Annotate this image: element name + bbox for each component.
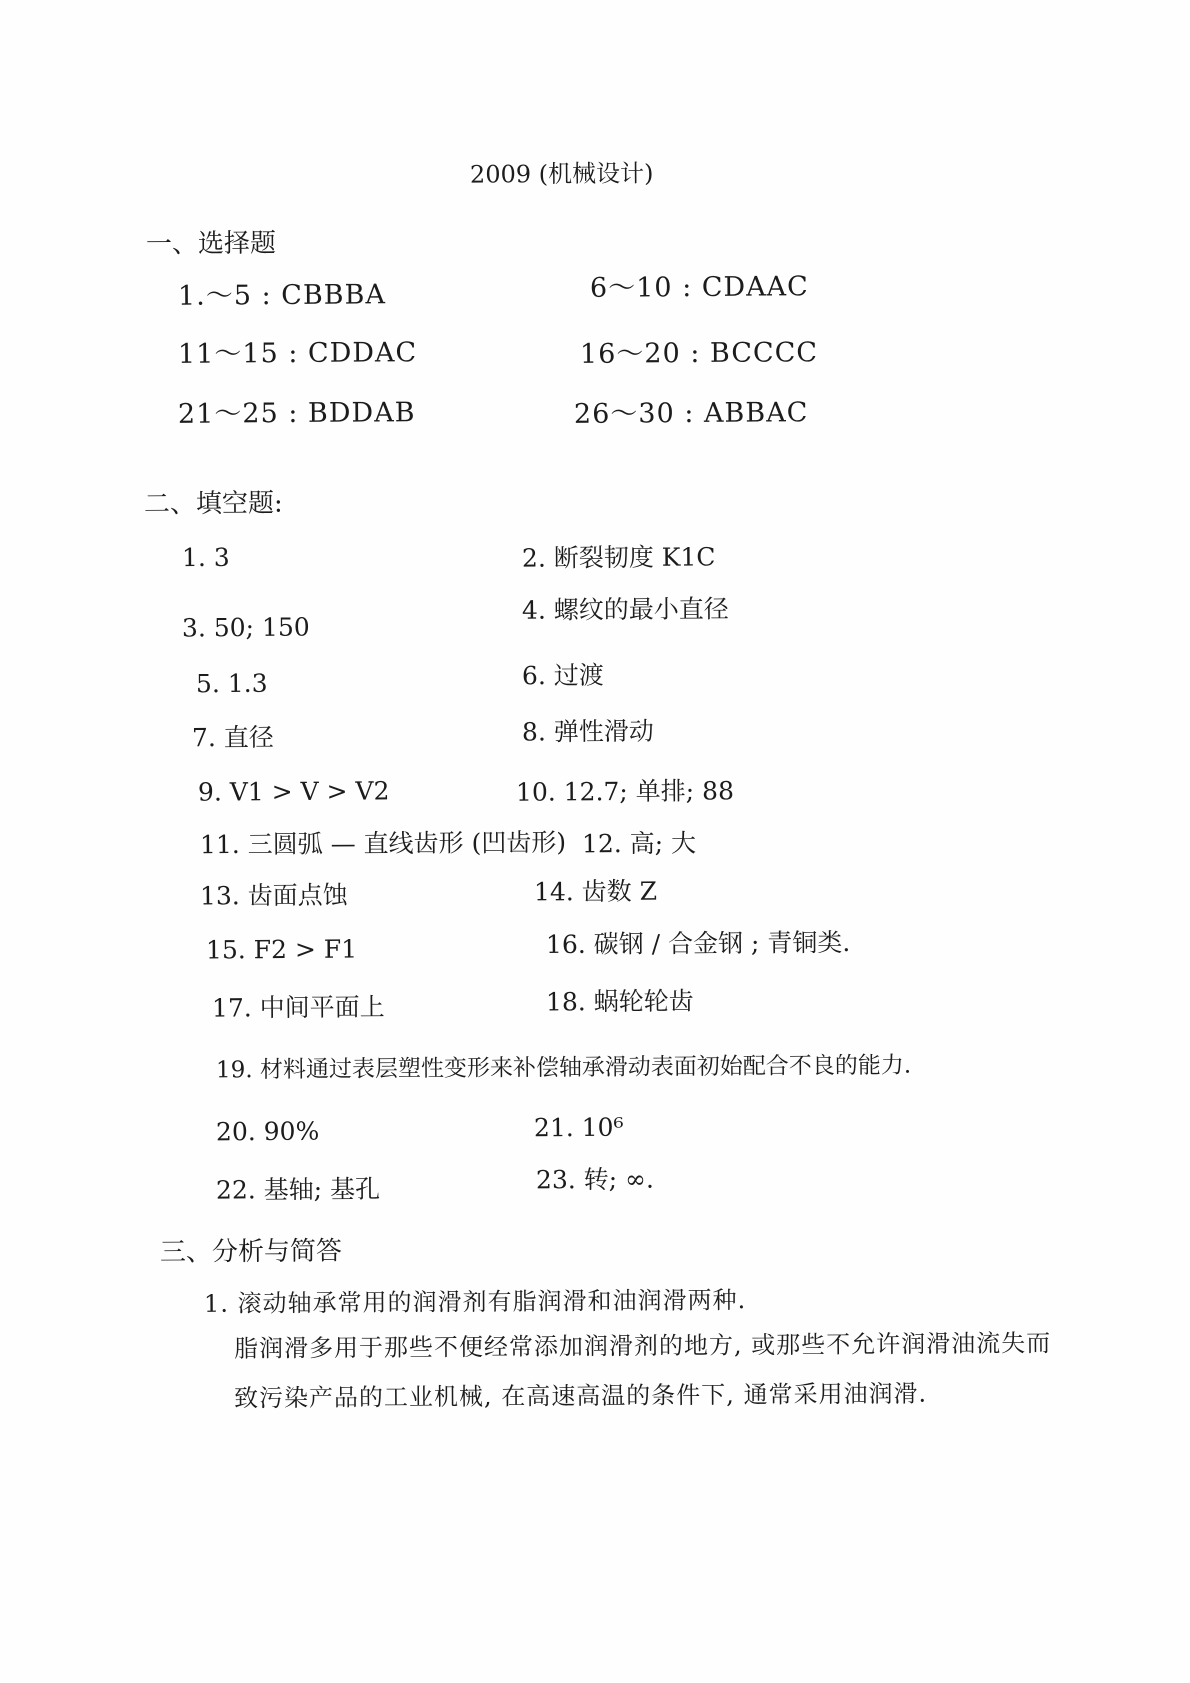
fill-item: 5. 1.3: [195, 668, 268, 699]
fill-item: 11. 三圆弧 — 直线齿形 (凹齿形): [199, 827, 567, 860]
fill-item: 14. 齿数 Z: [533, 876, 658, 907]
fill-item: 16. 碳钢 / 合金钢 ; 青铜类.: [545, 927, 851, 960]
fill-item: 23. 转; ∞.: [535, 1164, 654, 1195]
choice-range: 21～25: [177, 398, 279, 430]
fill-item: 22. 基轴; 基孔: [215, 1174, 381, 1205]
fill-item: 20. 90%: [215, 1116, 320, 1147]
page-title: 2009 (机械设计): [469, 159, 654, 189]
choice-range: 26～30: [573, 398, 675, 430]
fill-item: 2. 断裂韧度 K1C: [521, 542, 716, 573]
choice-answers: CBBBA: [281, 279, 387, 312]
choice-range: 16～20: [579, 338, 681, 370]
choice-answers: CDDAC: [307, 337, 418, 369]
fill-item: 17. 中间平面上: [211, 992, 385, 1023]
section-heading-analysis: 三、分析与简答: [159, 1236, 343, 1268]
choice-range: 11～15: [177, 338, 279, 370]
answer-paragraph-line: 1. 滚动轴承常用的润滑剂有脂润滑和油润滑两种.: [203, 1286, 747, 1318]
fill-item: 3. 50; 150: [181, 612, 310, 643]
section-heading-choice: 一、选择题: [145, 228, 277, 260]
answer-paragraph-line: 致污染产品的工业机械, 在高速高温的条件下, 通常采用油润滑.: [233, 1379, 928, 1413]
fill-item: 19. 材料通过表层塑性变形来补偿轴承滑动表面初始配合不良的能力.: [215, 1052, 912, 1084]
fill-item: 18. 蜗轮轮齿: [545, 986, 694, 1017]
choice-answers: BDDAB: [307, 397, 416, 429]
fill-item: 21. 10⁶: [533, 1112, 624, 1143]
choice-row: 11～15 : CDDAC: [177, 337, 418, 370]
fill-item: 12. 高; 大: [581, 828, 697, 859]
fill-item: 15. F2 > F1: [205, 934, 358, 965]
fill-item: 10. 12.7; 单排; 88: [515, 776, 735, 807]
choice-answers: ABBAC: [703, 397, 809, 429]
fill-item: 7. 直径: [191, 722, 274, 753]
fill-item: 1. 3: [181, 542, 230, 573]
answer-paragraph-line: 脂润滑多用于那些不便经常添加润滑剂的地方, 或那些不允许润滑油流失而: [233, 1329, 1052, 1363]
choice-row: 21～25 : BDDAB: [177, 397, 416, 430]
fill-item: 13. 齿面点蚀: [199, 880, 348, 911]
fill-item: 4. 螺纹的最小直径: [521, 594, 729, 625]
choice-answers: CDAAC: [701, 271, 809, 303]
choice-range: 6～10: [589, 272, 673, 304]
fill-item: 9. V1 > V > V2: [197, 776, 390, 807]
choice-row: 6～10 : CDAAC: [589, 271, 809, 304]
choice-row: 16～20 : BCCCC: [579, 337, 819, 370]
section-heading-fill: 二、填空题:: [143, 488, 283, 520]
choice-row: 1.～5 : CBBBA: [177, 279, 387, 312]
choice-answers: BCCCC: [709, 337, 819, 369]
fill-item: 6. 过渡: [521, 660, 604, 691]
choice-range: 1.～5: [177, 280, 253, 312]
fill-item: 8. 弹性滑动: [521, 716, 654, 747]
choice-row: 26～30 : ABBAC: [573, 397, 809, 430]
